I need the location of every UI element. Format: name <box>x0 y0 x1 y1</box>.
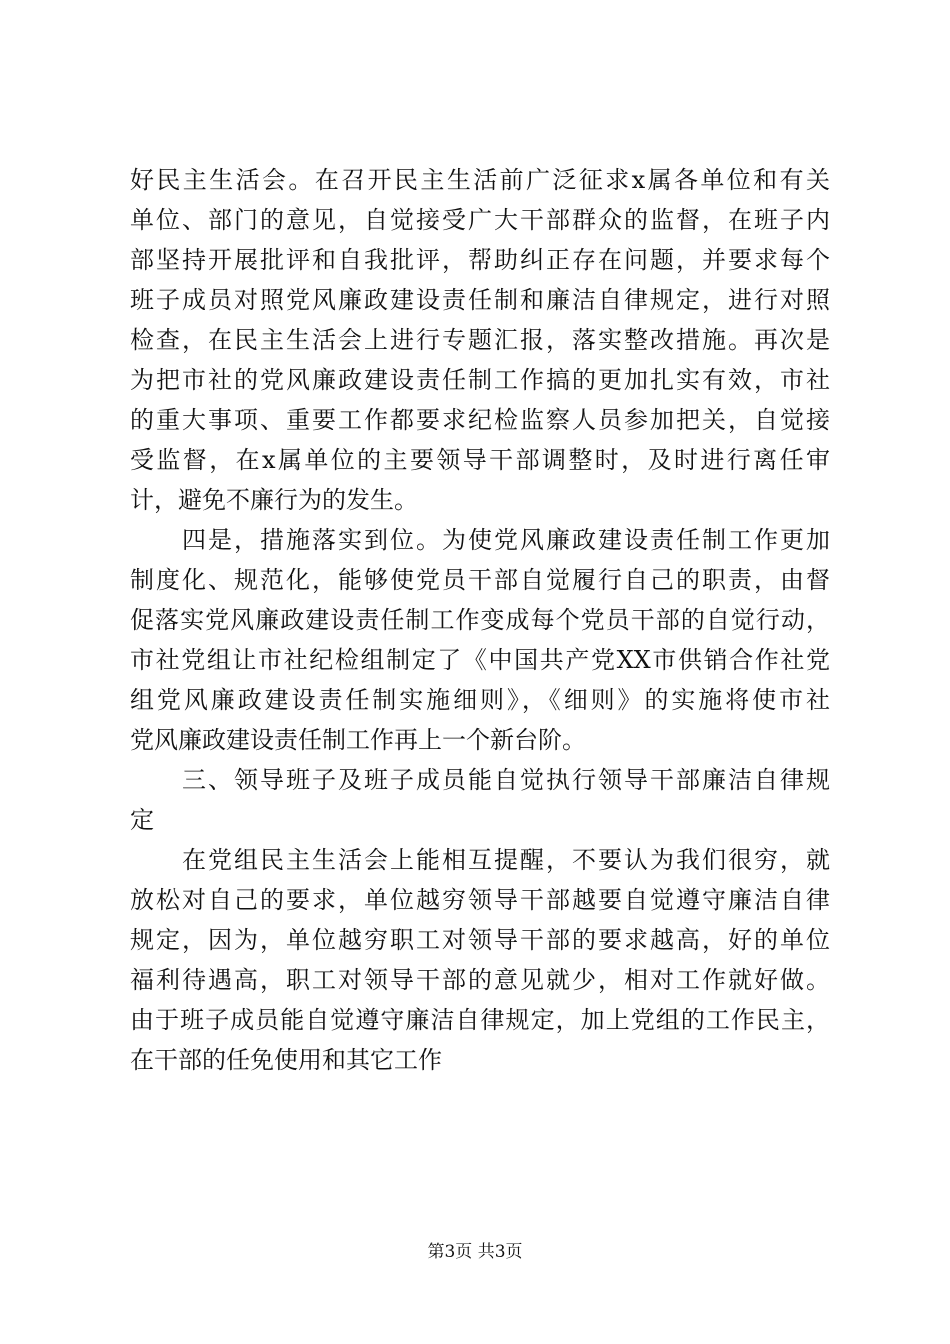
text-line: 四是，措施落实到位。为使党风廉政建设责任制工作更加 <box>130 526 830 554</box>
text-line: 由于班子成员能自觉遵守廉洁自律规定，加上党组的工作民主， <box>130 1006 830 1034</box>
text-line: 为把市社的党风廉政建设责任制工作搞的更加扎实有效，市社 <box>130 366 830 394</box>
page-footer: 第3页 共3页 <box>427 1242 523 1262</box>
text-line: 在干部的任免使用和其它工作 <box>130 1046 442 1074</box>
text-line: 促落实党风廉政建设责任制工作变成每个党员干部的自觉行动， <box>130 606 830 634</box>
text-line: 制度化、规范化，能够使党员干部自觉履行自己的职责，由督 <box>130 566 830 594</box>
text-line: 受监督，在x属单位的主要领导干部调整时，及时进行离任审 <box>130 446 830 474</box>
text-line: 放松对自己的要求，单位越穷领导干部越要自觉遵守廉洁自律 <box>130 886 830 914</box>
text-line: 计，避免不廉行为的发生。 <box>130 486 418 514</box>
text-line: 在党组民主生活会上能相互提醒，不要认为我们很穷，就 <box>130 846 830 874</box>
text-line: 福利待遇高，职工对领导干部的意见就少，相对工作就好做。 <box>130 966 830 994</box>
text-line: 部坚持开展批评和自我批评，帮助纠正存在问题，并要求每个 <box>130 246 830 274</box>
section-heading-line: 定 <box>130 806 154 834</box>
section-heading-line: 三、领导班子及班子成员能自觉执行领导干部廉洁自律规 <box>130 766 830 794</box>
text-line: 单位、部门的意见，自觉接受广大干部群众的监督，在班子内 <box>130 206 830 234</box>
text-line: 组党风廉政建设责任制实施细则》，《细则》的实施将使市社 <box>130 686 830 714</box>
text-line: 规定，因为，单位越穷职工对领导干部的要求越高，好的单位 <box>130 926 830 954</box>
text-line: 的重大事项、重要工作都要求纪检监察人员参加把关，自觉接 <box>130 406 830 434</box>
text-line: 市社党组让市社纪检组制定了《中国共产党XX市供销合作社党 <box>130 646 830 674</box>
text-line: 党风廉政建设责任制工作再上一个新台阶。 <box>130 726 586 754</box>
text-line: 好民主生活会。在召开民主生活前广泛征求x属各单位和有关 <box>130 166 830 194</box>
body-text <box>130 160 830 1080</box>
text-line: 检查，在民主生活会上进行专题汇报，落实整改措施。再次是 <box>130 326 830 354</box>
text-line: 班子成员对照党风廉政建设责任制和廉洁自律规定，进行对照 <box>130 286 830 314</box>
